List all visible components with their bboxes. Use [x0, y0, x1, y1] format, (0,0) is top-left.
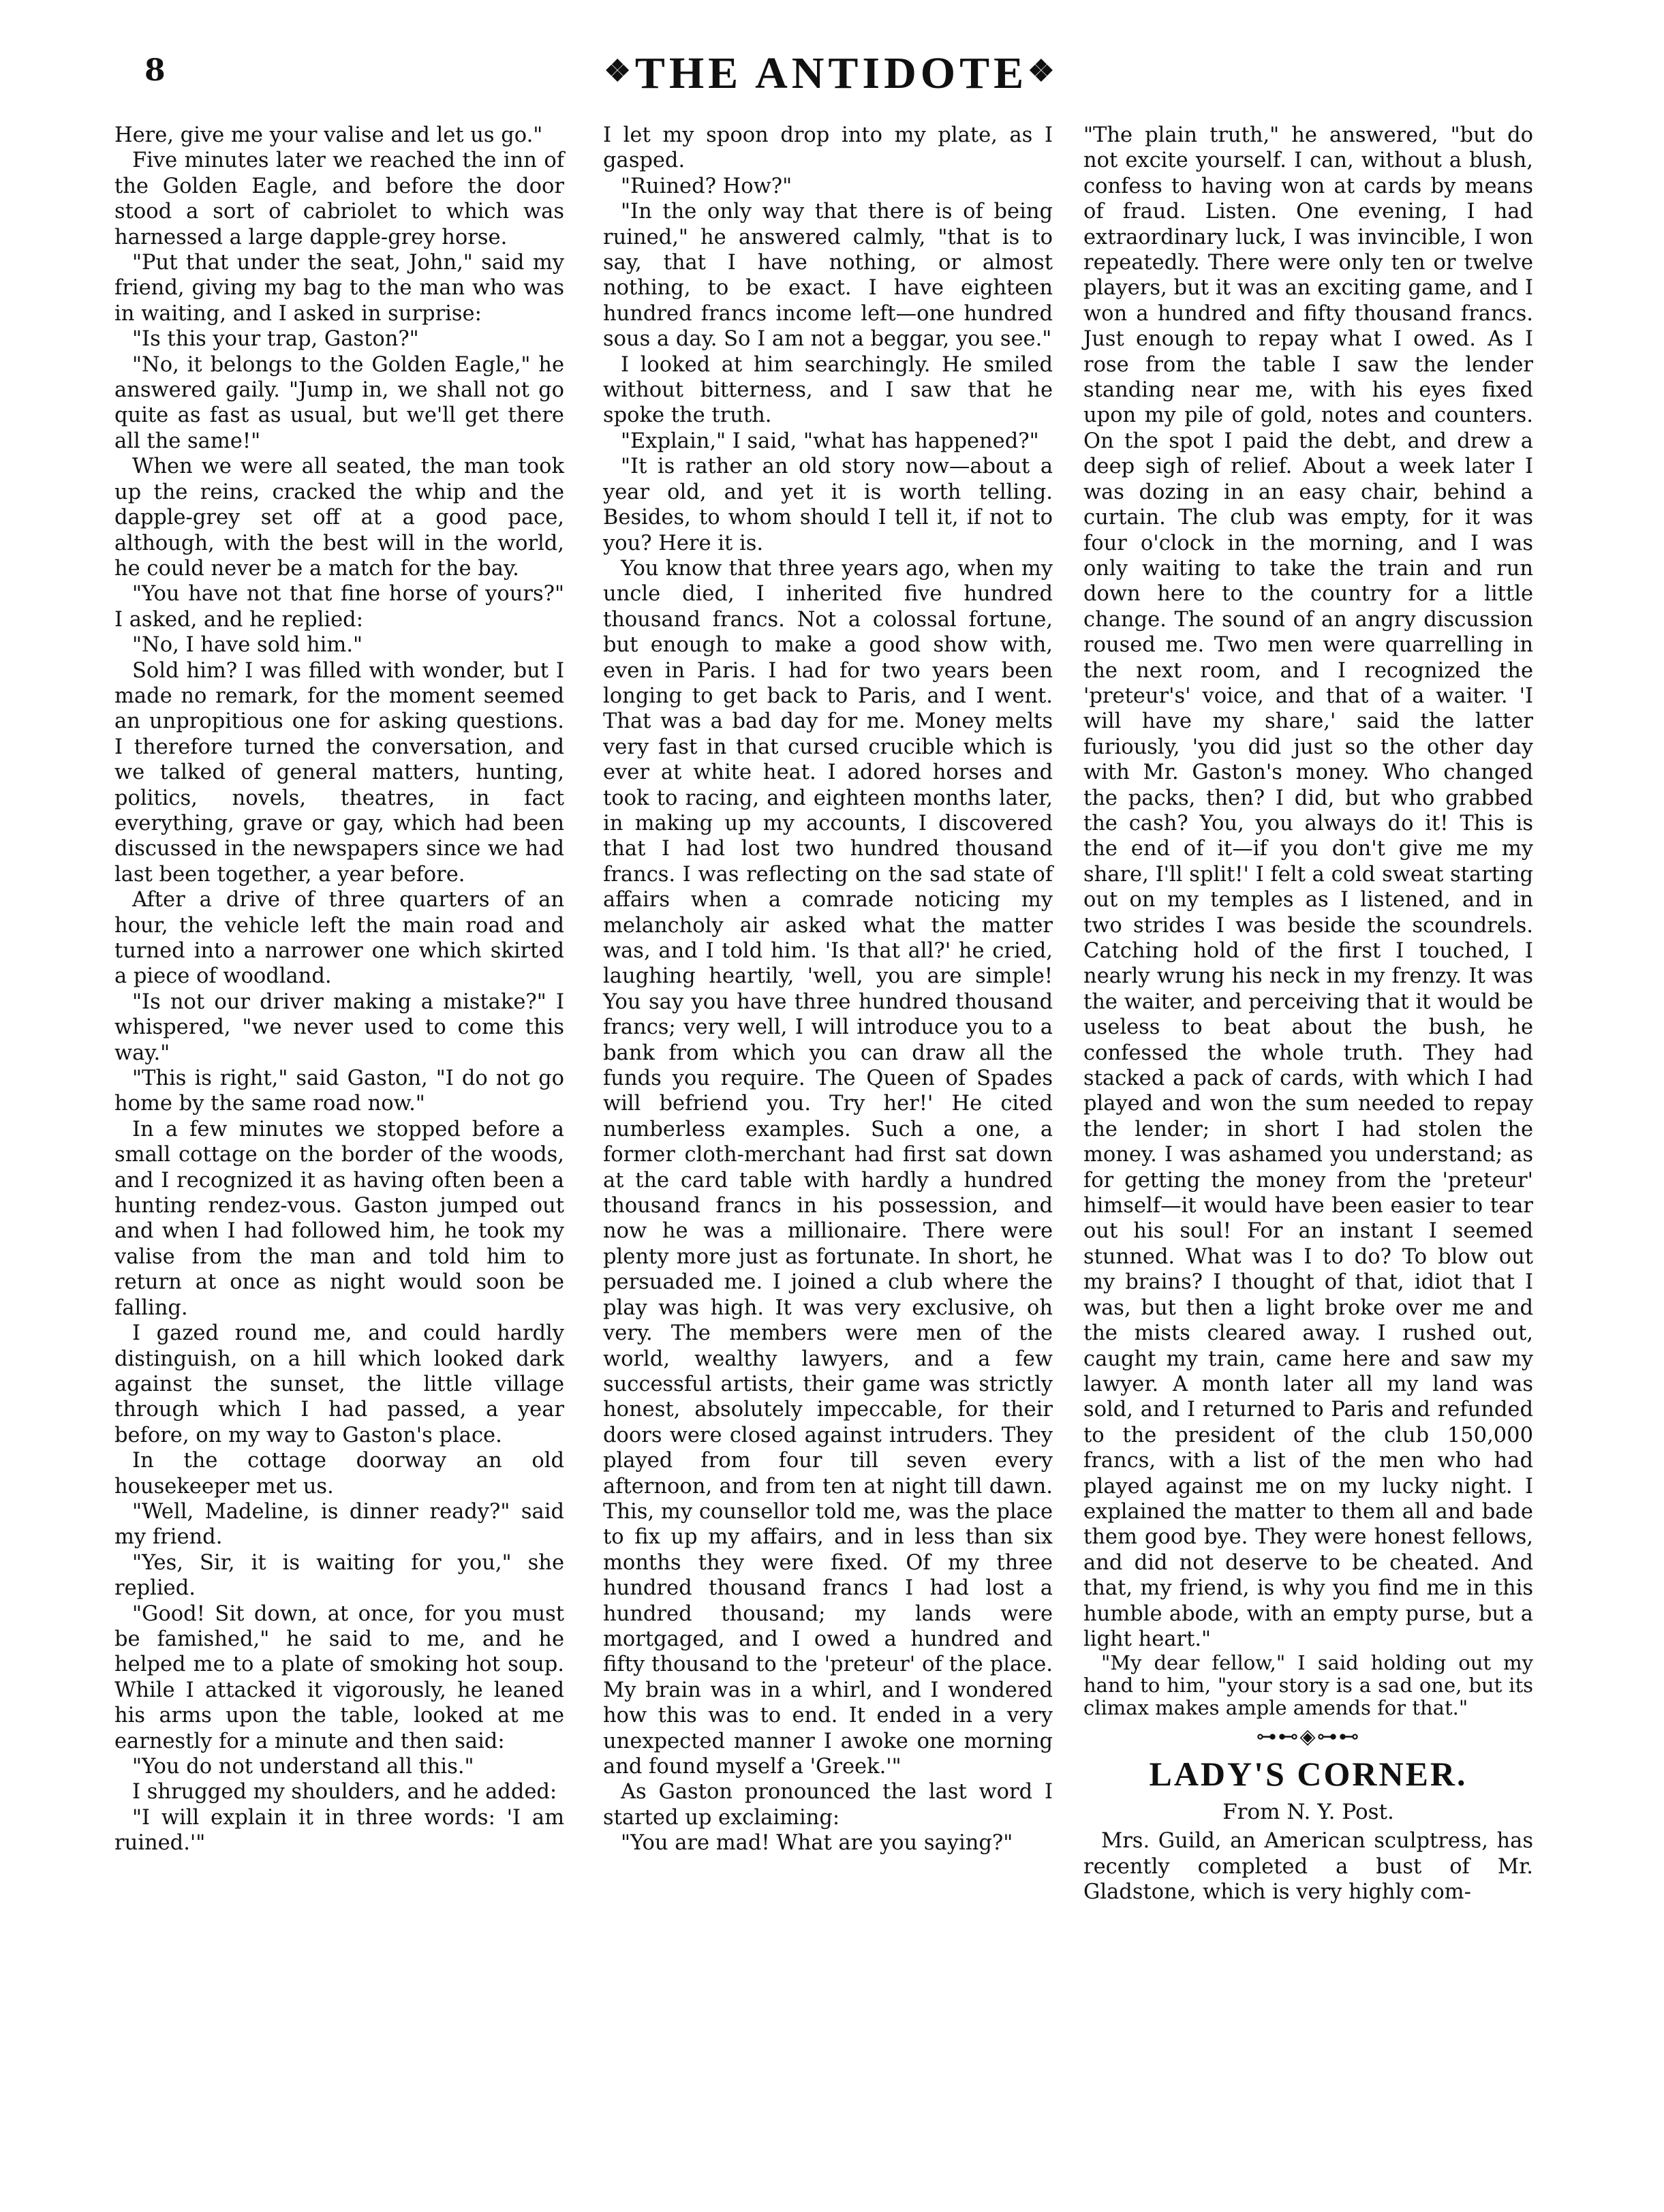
paragraph: "Is not our driver making a mistake?" I whispered, "we never used to come this way."	[114, 989, 564, 1065]
paragraph: "Well, Madeline, is dinner ready?" said my friend.	[114, 1499, 564, 1550]
section-source: From N. Y. Post.	[1222, 1800, 1394, 1825]
paragraph: "No, I have sold him."	[132, 633, 363, 658]
closing-paragraph: "My dear fellow," I said holding out my hand to him, "your story is a sad one, but its climax makes ample amends for that."	[1083, 1651, 1533, 1720]
paragraph: I gazed round me, and could hardly distinguish, on a hill which looked dark against the sunset, the little village through which I had passed, a year before, on my way to Gaston's place.	[114, 1321, 564, 1447]
paragraph: "Good! Sit down, at once, for you must be famished," he said to me, and he helped me to a plate of smoking hot soup. While I attacked it vigorously, he leaned his arms upon the table, looked at me earnestly for a minute and then said:	[114, 1601, 564, 1753]
paragraph: As Gaston pronounced the last word I started up exclaiming:	[603, 1780, 1053, 1830]
paragraph: Sold him? I was filled with wonder, but I made no remark, for the moment seemed an unpropitious one for asking questions. I therefore turned the conversation, and we talked of general matters, hunting, politics, novels, theatres, in fact everything, grave or gay, which had been discussed in the newspapers since we had last been together, a year before.	[114, 658, 564, 887]
column-3	[1083, 123, 1533, 1905]
paragraph: After a drive of three quarters of an hour, the vehicle left the main road and turned into a narrower one which skirted a piece of woodland.	[114, 888, 564, 989]
paragraph: In the cottage doorway an old housekeeper met us.	[114, 1449, 564, 1499]
paragraph: "The plain truth," he answered, "but do not excite yourself. I can, without a blush, confess to having won at cards by means of fraud. Listen. One evening, I had extraordinary luck, I was invincible, I won repeatedly. There were only ten or twelve players, but it was an exciting game, and I won a hundred and fifty thousand francs. Just enough to repay what I owed. As I rose from the table I saw the lender standing near me, with his eyes fixed upon my pile of gold, notes and counters. On the spot I paid the debt, and drew a deep sigh of relief. About a week later I was dozing in an easy chair, behind a curtain. The club was empty, for it was four o'clock in the morning, and I was only waiting to take the train and run down here to the country for a little change. The sound of an angry discussion roused me. Two men were quarrelling in the next room, and I recognized the 'preteur's' voice, and that of a waiter. 'I will have my share,' said the latter furiously, 'you did just so the other day with Mr. Gaston's money. Who changed the packs, then? I did, but who grabbed the cash? You, you always do it! This is the end of it—if you don't give me my share, I'll split!' I felt a cold sweat starting out on my temples as I listened, and in two strides I was beside the scoundrels. Catching hold of the first I touched, I nearly wrung his neck in my frenzy. It was the waiter, and perceiving that it would be useless to beat about the bush, he confessed the whole truth. They had stacked a pack of cards, with which I had played and won the sum needed to repay the lender; in short I had stolen the money. I was ashamed you understand; as for getting the money from the 'preteur' himself—it would have been easier to tear out his soul! For an instant I seemed stunned. What was I to do? To blow out my brains? I thought of that, idiot that I was, but then a light broke over me and the mists cleared away. I rushed out, caught my train, came here and saw my lawyer. A month later all my land was sold, and I returned to Paris and refunded to the president of the club 150,000 francs, with a list of the men who had played against me on my lucky night. I explained the matter to them all and bade them good bye. They were honest fellows, and did not deserve to be cheated. And that, my friend, is why you find me in this humble abode, with an empty purse, but a light heart."	[1083, 123, 1533, 1651]
paragraph: "I will explain it in three words: 'I am ruined.'"	[114, 1805, 564, 1856]
right-ornament-icon: ❖	[1028, 55, 1059, 88]
paragraph: "No, it belongs to the Golden Eagle," he answered gaily. "Jump in, we shall not go quite as fast as usual, but we'll get there all the same!"	[114, 352, 564, 453]
paragraph: "Put that under the seat, John," said my friend, giving my bag to the man who was in waiting, and I asked in surprise:	[114, 251, 564, 326]
paragraph: "Explain," I said, "what has happened?"	[621, 429, 1039, 453]
paragraph: Five minutes later we reached the inn of the Golden Eagle, and before the door stood a sort of cabriolet to which was harnessed a large dapple-grey horse.	[114, 149, 564, 249]
masthead	[102, 48, 1560, 99]
section-title: LADY'S CORNER.	[1149, 1755, 1468, 1794]
column-1	[114, 123, 564, 1856]
page-header	[102, 48, 1560, 109]
paragraph: "You are mad! What are you saying?"	[621, 1831, 1013, 1856]
ornamental-divider-icon: ⊶⊷◈⊶⊷	[1256, 1725, 1361, 1749]
paragraph: "Is this your trap, Gaston?"	[132, 327, 419, 352]
column-2	[603, 123, 1053, 1856]
paragraph: "This is right," said Gaston, "I do not go home by the same road now."	[114, 1066, 564, 1116]
paragraph: When we were all seated, the man took up the reins, cracked the whip and the dapple-grey set off at a good pace, although, with the best will in the world, he could never be a match for the bay.	[114, 455, 564, 581]
paragraph: Mrs. Guild, an American sculptress, has recently completed a bust of Mr. Gladstone, which is very highly com-	[1083, 1829, 1533, 1905]
paragraph: "You do not understand all this."	[132, 1755, 474, 1779]
paragraph: "Yes, Sir, it is waiting for you," she replied.	[114, 1550, 564, 1601]
masthead-title: THE ANTIDOTE	[634, 48, 1028, 98]
paragraph: "Ruined? How?"	[621, 174, 792, 198]
left-ornament-icon: ❖	[604, 55, 635, 88]
paragraph: "You have not that fine horse of yours?" I asked, and he replied:	[114, 582, 564, 632]
paragraph: I shrugged my shoulders, and he added:	[132, 1780, 557, 1804]
paragraph: I let my spoon drop into my plate, as I gasped.	[603, 123, 1053, 173]
paragraph: I looked at him searchingly. He smiled without bitterness, and I saw that he spoke the truth.	[603, 352, 1053, 428]
paragraph: "It is rather an old story now—about a year old, and yet it is worth telling. Besides, to whom should I tell it, if not to you? Here it is.	[603, 455, 1053, 555]
paragraph: You know that three years ago, when my uncle died, I inherited five hundred thousand francs. Not a colossal fortune, but enough to make a good show with, even in Paris. I had for two years been longing to get back to Paris, and I went. That was a bad day for me. Money melts very fast in that cursed crucible which is ever at white heat. I adored horses and took to racing, and eighteen months later, in making up my accounts, I discovered that I had lost two hundred thousand francs. I was reflecting on the sad state of affairs when a comrade noticing my melancholy air asked what the matter was, and I told him. 'Is that all?' he cried, laughing heartily, 'well, you are simple! You say you have three hundred thousand francs; very well, I will introduce you to a bank from which you can draw all the funds you require. The Queen of Spades will befriend you. Try her!' He cited numberless examples. Such a one, a former cloth-merchant had first sat down at the card table with hardly a hundred thousand francs in his possession, and now he was a millionaire. There were plenty more just as fortunate. In short, he persuaded me. I joined a club where the play was high. It was very exclusive, oh very. The members were men of the world, wealthy lawyers, and a few successful artists, their game was strictly honest, absolutely impeccable, for their doors were closed against intruders. They played from four till seven every afternoon, and from ten at night till dawn. This, my counsellor told me, was the place to fix up my affairs, and in less than six months they were fixed. Of my three hundred thousand francs I had lost a hundred thousand; my lands were mortgaged, and I owed a hundred and fifty thousand to the 'preteur' of the place. My brain was in a whirl, and I wondered how this was to end. It ended in a very unexpected manner I awoke one morning and found myself a 'Greek.'"	[603, 556, 1053, 1779]
page-number: 8	[144, 53, 166, 88]
paragraph: "In the only way that there is of being ruined," he answered calmly, "that is to say, that I have nothing, or almost nothing, to be exact. I have eighteen hundred francs income left—one hundred sous a day. So I am not a beggar, you see."	[603, 200, 1053, 352]
paragraph: Here, give me your valise and let us go."	[114, 123, 543, 147]
paragraph: In a few minutes we stopped before a small cottage on the border of the woods, and I recognized it as having often been a hunting rendez-vous. Gaston jumped out and when I had followed him, he took my valise from the man and told him to return at once as night would soon be falling.	[114, 1117, 564, 1320]
